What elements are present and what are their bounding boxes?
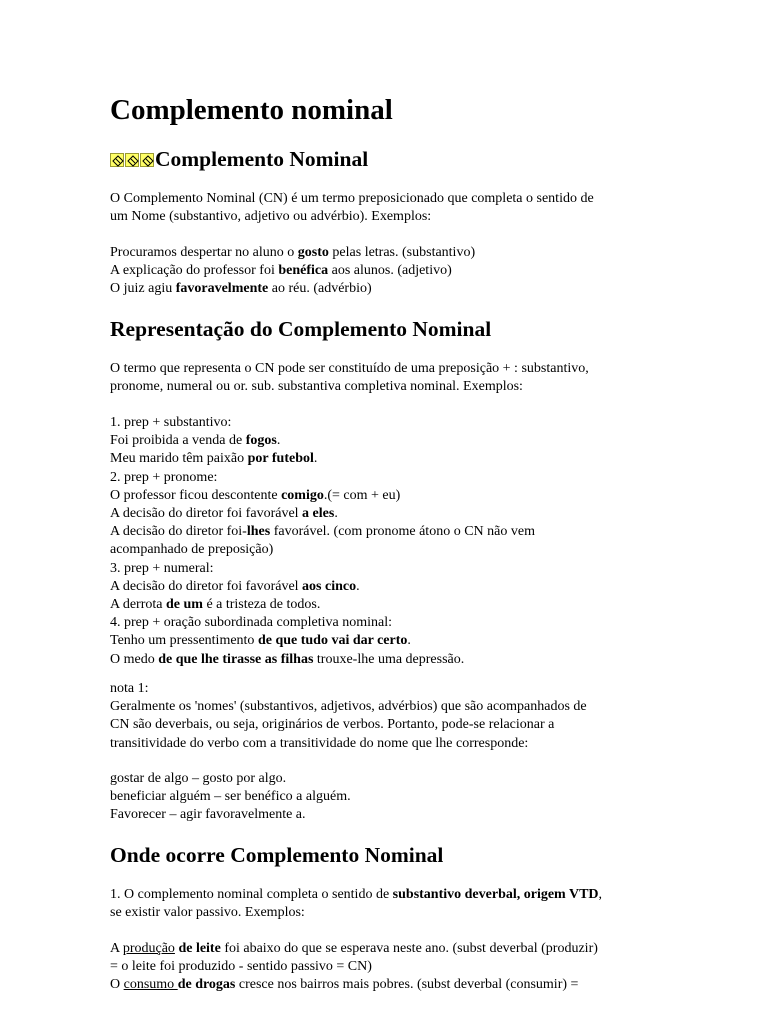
list-item: O professor ficou descontente comigo.(= com + eu) [110, 487, 401, 503]
list-item: 2. prep + pronome: [110, 469, 218, 485]
paragraph-line: 1. O complemento nominal completa o sentido de substantivo deverbal, origem VTD, [110, 887, 603, 902]
verb-noun-pairs [110, 770, 351, 825]
paragraph-line: se existir valor passivo. Exemplos: [110, 905, 305, 921]
example-line: O consumo de drogas cresce nos bairros mais pobres. (subst deverbal (consumir) = [110, 977, 579, 993]
list-item: A decisão do diretor foi favorável a eles. [110, 506, 338, 522]
list-item: Tenho um pressentimento de que tudo vai dar certo. [110, 633, 411, 649]
section-1-examples [110, 244, 475, 299]
list-item: gostar de algo – gosto por algo. [110, 771, 287, 786]
diamond-link-icon[interactable] [140, 153, 154, 167]
section-2-intro [110, 360, 589, 396]
list-item: Foi proibida a venda de fogos. [110, 433, 281, 449]
example-line: = o leite foi produzido - sentido passivo = CN) [110, 959, 372, 975]
paragraph-line: um Nome (substantivo, adjetivo ou advérbio). Exemplos: [110, 209, 432, 225]
section-3-examples [110, 940, 598, 995]
example-line: Procuramos despertar no aluno o gosto pelas letras. (substantivo) [110, 245, 476, 260]
list-item: O medo de que lhe tirasse as filhas trouxe-lhe uma depressão. [110, 651, 465, 667]
note-label: nota 1: [110, 681, 149, 696]
list-item: 3. prep + numeral: [110, 560, 214, 576]
section-3-paragraph [110, 886, 602, 922]
paragraph-line: CN são deverbais, ou seja, originários de verbos. Portanto, pode-se relacionar a [110, 717, 555, 733]
diamond-link-icon[interactable] [110, 153, 124, 167]
section-heading: Onde ocorre Complemento Nominal [110, 843, 444, 867]
section-2-items [110, 414, 535, 669]
list-item: 1. prep + substantivo: [110, 415, 232, 430]
icon-strip[interactable] [110, 153, 154, 167]
paragraph-line: Geralmente os 'nomes' (substantivos, adjetivos, advérbios) que são acompanhados de [110, 699, 587, 715]
paragraph-line: transitividade do verbo com a transitividade do nome que lhe corresponde: [110, 735, 529, 751]
list-item: beneficiar alguém – ser benéfico a alguém. [110, 789, 351, 805]
list-item: 4. prep + oração subordinada completiva nominal: [110, 615, 392, 631]
list-item: Meu marido têm paixão por futebol. [110, 451, 318, 467]
list-item: A decisão do diretor foi favorável aos cinco. [110, 578, 360, 594]
diamond-link-icon[interactable] [125, 153, 139, 167]
paragraph-line: O Complemento Nominal (CN) é um termo preposicionado que completa o sentido de [110, 191, 594, 206]
section-1-intro [110, 190, 594, 226]
section-heading: Complemento Nominal [155, 147, 369, 171]
example-line: O juiz agiu favoravelmente ao réu. (advérbio) [110, 281, 372, 297]
page-title: Complemento nominal [110, 94, 393, 126]
list-item: A derrota de um é a tristeza de todos. [110, 597, 321, 613]
section-heading: Representação do Complemento Nominal [110, 317, 492, 341]
example-line: A explicação do professor foi benéfica aos alunos. (adjetivo) [110, 263, 452, 279]
list-item: A decisão do diretor foi-lhes favorável. (com pronome átono o CN não vem [110, 524, 535, 540]
paragraph-line: O termo que representa o CN pode ser constituído de uma preposição + : substantivo, [110, 361, 589, 376]
section-1-heading-row [110, 145, 368, 173]
list-item: acompanhado de preposição) [110, 542, 274, 558]
note-block [110, 680, 587, 753]
paragraph-line: pronome, numeral ou or. sub. substantiva completiva nominal. Exemplos: [110, 379, 523, 395]
example-line: A produção de leite foi abaixo do que se esperava neste ano. (subst deverbal (produzir) [110, 941, 598, 956]
list-item: Favorecer – agir favoravelmente a. [110, 807, 306, 823]
